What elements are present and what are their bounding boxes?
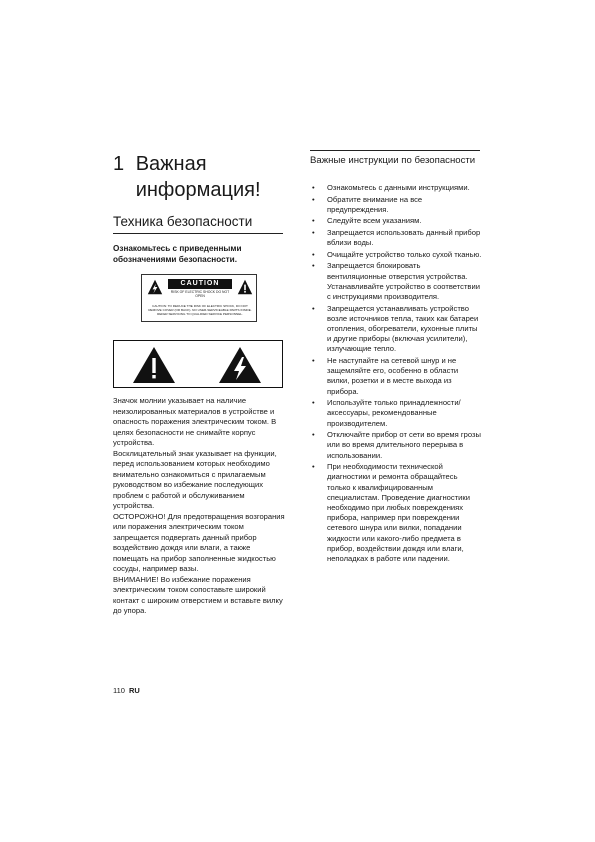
language-code: RU	[128, 686, 140, 695]
list-item: • При необходимости технической диагностики и ремонта обращайтесь только к квалифицированным специалистам. Проведение диагностики необходимо при любых повреждениях прибора, например при повреждении сетевого шнура или вилки, попадании жидкости или какого-либо предмета в прибор, воздействии дождя или влаги, неполадках в работе или падении.	[310, 462, 482, 564]
section-title: Техника безопасности	[113, 214, 283, 234]
lightning-triangle-icon	[147, 279, 163, 295]
page-number: 110	[113, 686, 125, 695]
right-column-divider	[310, 150, 480, 151]
list-item: • Отключайте прибор от сети во время грозы или во время длительного перерыва в использовании.	[310, 430, 482, 461]
list-item: • Следуйте всем указаниям.	[310, 216, 482, 226]
list-item: • Запрещается устанавливать устройство возле источников тепла, таких как батареи отопления, обогреватели, кухонные плиты и другие приборы (включая усилители), излучающие тепло.	[310, 304, 482, 355]
list-item: • Не наступайте на сетевой шнур и не защемляйте его, особенно в области вилки, розетки и в месте выхода из прибора.	[310, 356, 482, 397]
safety-symbols-box	[113, 340, 283, 388]
instructions-list	[310, 183, 482, 566]
safety-symbols-explanation	[113, 396, 285, 617]
list-item: • Запрещается использовать данный прибор вблизи воды.	[310, 228, 482, 248]
list-item: • Очищайте устройство только сухой тканью.	[310, 250, 482, 260]
paragraph-warning: ОСТОРОЖНО! Для предотвращения возгорания или поражения электрическим током запрещается подвергать данный прибор воздействию дождя или влаги, а также помещать на прибор заполненные жидкостью сосуды, например вазы.	[113, 511, 285, 573]
paragraph-attention: ВНИМАНИЕ! Во избежание поражения электрическим током сопоставьте широкий контакт с широким отверстием и вставьте вилку до упора.	[113, 574, 283, 615]
caution-banner: CAUTION	[168, 279, 232, 289]
instructions-title: Важные инструкции по безопасности	[310, 155, 476, 166]
caution-label	[141, 274, 257, 322]
lightning-triangle-icon	[218, 346, 262, 384]
caution-fine-print: CAUTION: TO REDUCE THE RISK OF ELECTRIC SHOCK, DO NOT REMOVE COVER (OR BACK). NO USER-SERVICEABLE PARTS INSIDE. REFER SERVICING TO QUALIFIED SERVICE PERSONNEL.	[148, 304, 252, 316]
chapter-number: 1	[113, 153, 125, 175]
list-item: • Запрещается блокировать вентиляционные отверстия устройства. Устанавливайте устройство в соответствии с инструкциями производителя.	[310, 261, 482, 302]
paragraph-exclamation: Восклицательный знак указывает на функции, перед использованием которых необходимо внимательно ознакомиться с прилагаемым руководством во избежание последующих проблем с работой и обслуживанием устройства.	[113, 448, 277, 510]
exclamation-triangle-icon	[237, 279, 253, 295]
exclamation-triangle-icon	[132, 346, 176, 384]
list-item: • Обратите внимание на все предупреждения.	[310, 195, 482, 215]
list-item: • Используйте только принадлежности/ аксессуары, рекомендованные производителем.	[310, 398, 482, 429]
paragraph-lightning: Значок молнии указывает на наличие неизолированных материалов в устройстве и опасность поражения электрическим током. В целях безопасности не снимайте корпус устройства.	[113, 396, 277, 447]
chapter-title: Важная информация!	[135, 153, 261, 201]
list-item: • Ознакомьтесь с данными инструкциями.	[310, 183, 482, 193]
caution-subtext: RISK OF ELECTRIC SHOCK DO NOT OPEN	[170, 290, 230, 298]
intro-text: Ознакомьтесь с приведенными обозначениями безопасности.	[113, 244, 242, 264]
page-footer	[113, 686, 140, 695]
chapter-heading	[113, 151, 288, 203]
